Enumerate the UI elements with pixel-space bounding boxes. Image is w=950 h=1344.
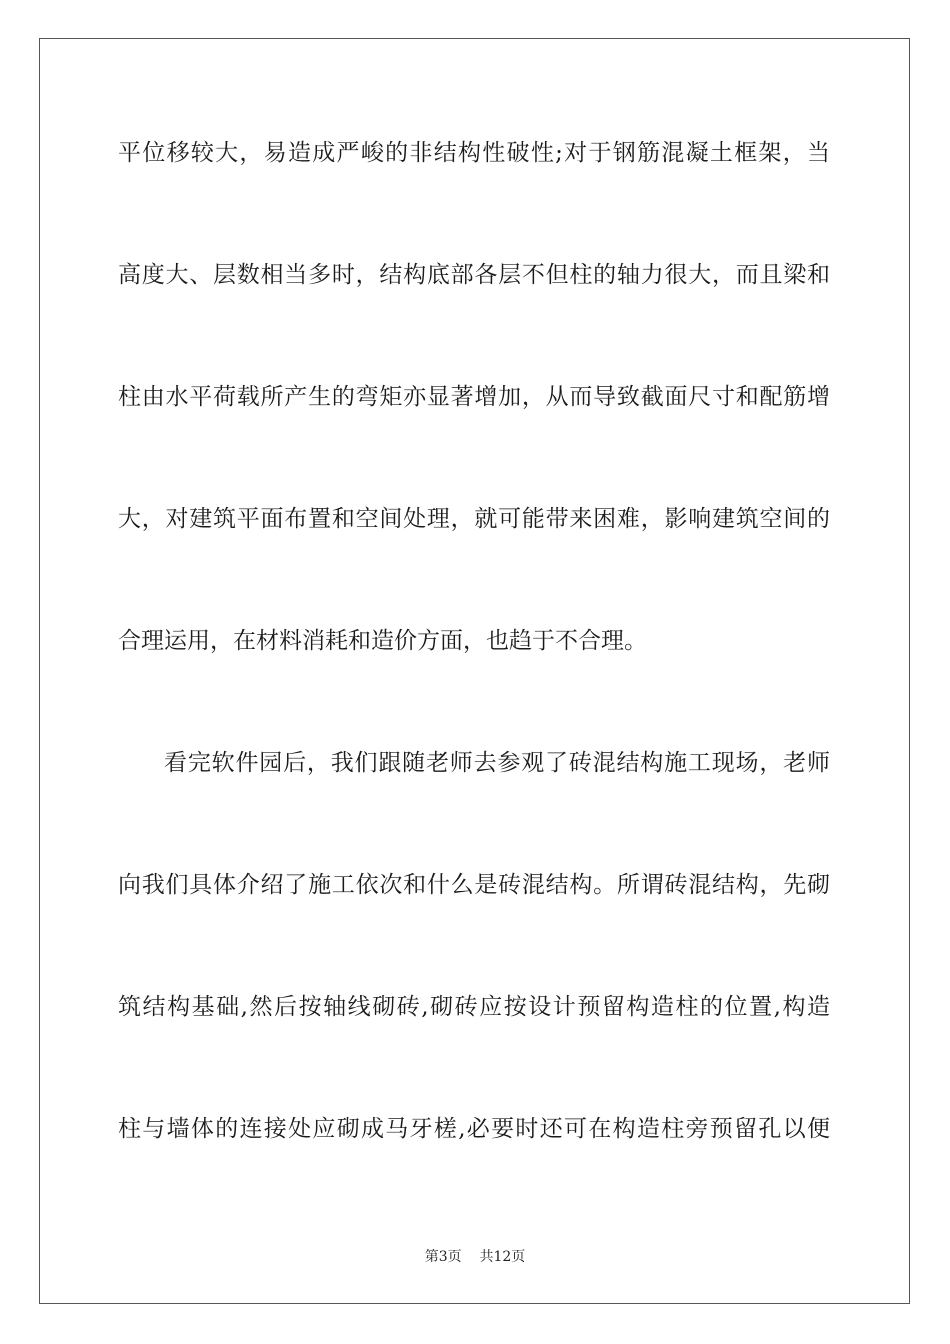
paragraph-line-4: 大，对建筑平面布置和空间处理，就可能带来困难，影响建筑空间的	[118, 506, 830, 532]
paragraph-line-9: 柱与墙体的连接处应砌成马牙槎,必要时还可在构造柱旁预留孔以便	[118, 1116, 830, 1142]
paragraph-line-1: 平位移较大，易造成严峻的非结构性破性;对于钢筋混凝土框架，当	[118, 140, 830, 166]
paragraph-line-2: 高度大、层数相当多时，结构底部各层不但柱的轴力很大，而且梁和	[118, 262, 830, 288]
paragraph-line-8: 筑结构基础,然后按轴线砌砖,砌砖应按设计预留构造柱的位置,构造	[118, 994, 830, 1020]
paragraph-line-7: 向我们具体介绍了施工依次和什么是砖混结构。所谓砖混结构，先砌	[118, 872, 830, 898]
page-total: 共12页	[479, 1249, 526, 1265]
page-number: 第3页	[424, 1249, 462, 1265]
page-footer	[0, 1247, 950, 1267]
paragraph-line-5: 合理运用，在材料消耗和造价方面，也趋于不合理。	[118, 628, 647, 654]
paragraph-line-3: 柱由水平荷载所产生的弯矩亦显著增加，从而导致截面尺寸和配筋增	[118, 384, 830, 410]
paragraph-line-6: 看完软件园后，我们跟随老师去参观了砖混结构施工现场，老师	[164, 750, 830, 776]
